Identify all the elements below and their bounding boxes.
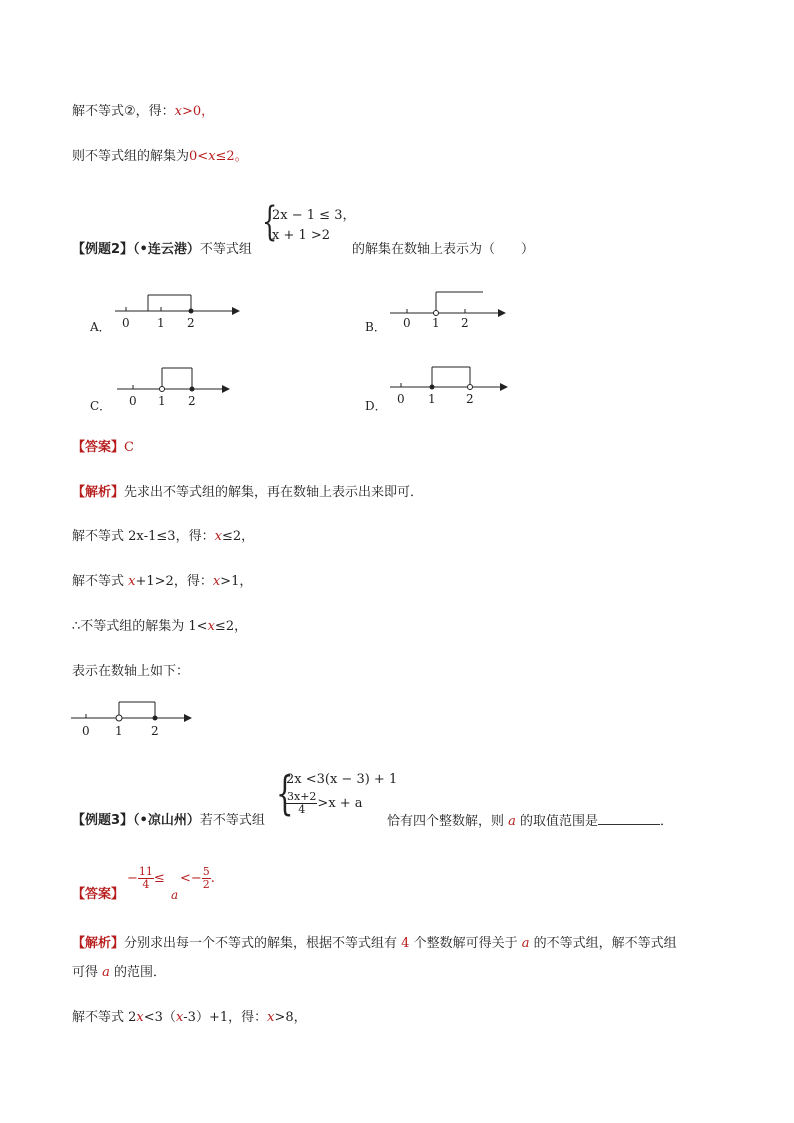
system-brace: { [276,766,294,820]
text: 解不等式②，得： [72,104,175,119]
open-dot [160,387,165,392]
text: ∴不等式组的解集为 [72,619,189,634]
answer-tag: 【答案】 [72,887,125,902]
lower-bound: 0< [189,149,209,164]
label-0: 0 [403,316,411,330]
label-1: 1 [428,392,436,406]
text: 解不等式 [72,529,129,544]
label-2: 2 [188,394,196,408]
expr: ‐3）+1 [183,1010,229,1025]
solution-line-ineq2 [72,103,214,121]
option-a-number-line[interactable] [110,285,245,330]
option-c-number-line[interactable] [112,362,237,408]
label-0: 0 [122,316,130,330]
label-1: 1 [115,724,123,738]
answer-line [72,886,124,904]
example3-tail [387,812,673,831]
label-0: 0 [397,392,405,406]
var-x: x [214,529,222,544]
text: 恰有四个整数解，则 [387,814,509,829]
example-source: （•凉山州） [133,813,200,828]
denominator: 4 [142,878,150,891]
system-line-1: 2x <3(x − 3) + 1 [286,772,398,787]
denominator: 2 [202,878,210,891]
option-a-label[interactable]: A． [90,320,111,334]
var-x: x [267,1010,275,1025]
analysis-line [72,484,423,502]
var-a: a [171,888,179,902]
answer-value: C [124,440,134,455]
solution-set-line [72,148,248,166]
expr: 2 [128,1010,137,1025]
var-a: a [521,936,530,951]
label-1: 1 [432,316,440,330]
option-b-label[interactable]: B． [365,320,386,334]
period: . [210,871,215,886]
label-1: 1 [158,394,166,408]
arrow-icon [500,383,508,391]
label-1: 1 [157,316,165,330]
text: ，得： [173,574,213,589]
rest: >x + a [317,796,363,811]
var-a: a [102,965,110,980]
analysis-step3 [72,618,247,636]
numerator: 5 [202,865,210,878]
analysis-step2 [72,573,252,591]
option-b-number-line[interactable] [385,285,510,330]
analysis-step1 [72,1009,307,1027]
lt-neg: <− [180,871,202,886]
var-x: x [175,1010,184,1025]
example-source: （•连云港） [133,242,200,257]
numerator: 3x+2 [287,790,317,803]
text: 可得 [72,965,103,980]
fraction-5-2 [202,866,211,891]
analysis-line-2 [72,964,166,982]
option-c-label[interactable]: C． [90,399,112,413]
example-tag: 【例题3】 [72,813,134,828]
label-0: 0 [129,394,137,408]
fraction [286,791,317,816]
text: 的不等式组，解不等式组 [529,936,677,951]
answer-expression [127,866,165,891]
closed-dot [190,387,195,392]
arrow-icon [498,309,506,317]
text: 的取值范围是 [515,814,599,829]
var-x: x [208,149,216,164]
neg-sign: − [127,871,138,886]
answer-expression-right [180,866,215,891]
text: 个整数解可得关于 [409,936,522,951]
number: 4 [401,936,410,951]
lower-bound: 1< [188,619,208,634]
arrow-icon [184,714,192,722]
example-tag: 【例题2】 [72,242,134,257]
analysis-line-1 [72,935,677,953]
answer-blank[interactable] [598,812,660,825]
text: 分别求出每一个不等式的解集，根据不等式组有 [124,936,402,951]
var-x: x [128,574,136,589]
label-0: 0 [82,724,90,738]
fraction-11-4 [138,866,154,891]
analysis-step1 [72,528,254,546]
var-x: x [212,574,221,589]
example-lead: 不等式组 [199,242,252,257]
relation: ≤2。 [215,149,248,164]
text: 则不等式组的解集为 [72,149,190,164]
closed-dot [153,716,158,721]
text: ，得： [175,529,215,544]
open-dot [116,715,122,721]
closed-dot [430,385,435,390]
label-2: 2 [187,316,195,330]
example3-heading [72,812,265,830]
option-d-number-line[interactable] [385,362,515,408]
label-2: 2 [151,724,159,738]
analysis-tag: 【解析】 [72,485,125,500]
analysis-step4: 表示在数轴上如下： [72,664,190,679]
open-dot [434,311,439,316]
var-a: a [508,814,516,829]
expr: +1>2 [135,574,174,589]
relation: >8， [274,1010,307,1025]
system-line-2: x + 1 >2 [272,228,331,243]
answer-tag: 【答案】 [72,440,125,455]
text: 解不等式 [72,574,129,589]
text: 的范围． [109,965,167,980]
denominator: 4 [298,803,306,816]
solution-number-line [66,696,196,740]
open-dot [468,385,473,390]
label-2: 2 [461,316,469,330]
relation: ≤2， [214,619,248,634]
answer-line [72,439,134,457]
var-x: x [174,104,182,119]
example2-tail: 的解集在数轴上表示为（ ） [352,242,535,257]
text: ，得： [228,1010,268,1025]
expr: <3（ [143,1010,176,1025]
relation: >1， [220,574,253,589]
arrow-icon [232,307,240,315]
expr: 2x‐1≤3 [128,529,176,544]
system-line-1: 2x − 1 ≤ 3， [272,208,356,223]
option-d-label[interactable]: D． [365,399,387,413]
text: 解不等式 [72,1010,129,1025]
numerator: 11 [138,865,153,878]
text: ． [660,814,674,829]
label-2: 2 [466,392,474,406]
analysis-tag: 【解析】 [72,936,125,951]
closed-dot [189,309,194,314]
example2-heading [72,241,252,259]
var-x: x [136,1010,144,1025]
le-sign: ≤ [153,871,165,886]
var-x: x [207,619,215,634]
example-lead: 若不等式组 [199,813,265,828]
system-brace: { [262,199,278,245]
arrow-icon [222,385,230,393]
system-line-2 [286,791,363,816]
analysis-text: 先求出不等式组的解集，再在数轴上表示出来即可． [124,485,424,500]
relation: >0， [182,104,215,119]
relation: ≤2， [221,529,255,544]
